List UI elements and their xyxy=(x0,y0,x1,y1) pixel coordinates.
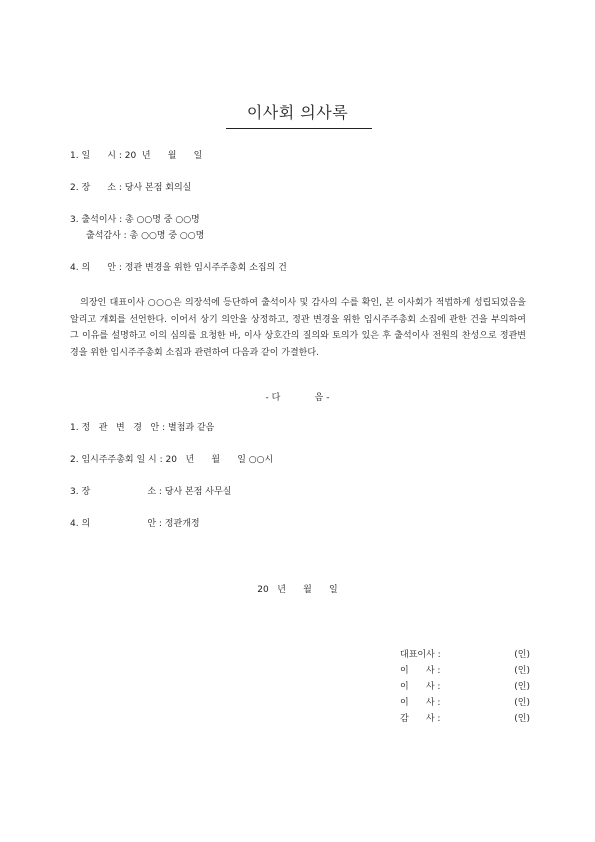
header-item-agenda: 4. 의 안 : 정관 변경을 위한 임시주주총회 소집의 건 xyxy=(70,263,287,273)
signatory-row xyxy=(400,663,530,675)
signatory-row xyxy=(400,679,530,691)
section-heading: - 다 음 - xyxy=(265,393,330,403)
signatory-title: 이 사 : xyxy=(400,666,441,676)
signing-date: 20 년 월 일 xyxy=(257,585,338,595)
seal-mark: (인) xyxy=(514,698,530,708)
header-item-attending-auditors: 출석감사 : 총 ○○명 중 ○○명 xyxy=(86,231,205,241)
document-title: 이사회 의사록 xyxy=(246,103,349,122)
seal-mark: (인) xyxy=(514,682,530,692)
resolution-item-agenda: 4. 의 안 : 정관개정 xyxy=(70,519,200,529)
signatory-title: 이 사 : xyxy=(400,698,441,708)
title-underline xyxy=(226,128,372,129)
signatory-row xyxy=(400,695,530,707)
signatory-row xyxy=(400,711,530,723)
seal-mark: (인) xyxy=(514,666,530,676)
signatory-title: 이 사 : xyxy=(400,682,441,692)
header-item-date: 1. 일 시 : 20 년 월 일 xyxy=(70,151,203,161)
resolution-item-amendment: 1. 정 관 변 경 안 : 별첨과 같음 xyxy=(70,423,215,433)
body-paragraph-text: 의장인 대표이사 ○○○은 의장석에 등단하여 출석이사 및 감사의 수를 확인, 본 이사회가 적법하게 성립되었음을 알리고 개회를 선언한다. 이어서 상기 의안을 상정하고, 정관 변경을 위한 임시주주총회 소집에 관한 건을 부의하여 그 이유를 설명하고 이의 심의를 요청한 바, 이사 상호간의 질의와 토의가 있은 후 출석이사 전원의 찬성으로 정관변경을 위한 임시주주총회 소집과 관련하여 다음과 같이 가결한다. xyxy=(70,298,526,358)
seal-mark: (인) xyxy=(514,714,530,724)
signatory-title: 대표이사 : xyxy=(400,650,441,660)
signatory-title: 감 사 : xyxy=(400,714,441,724)
signatory-row xyxy=(400,647,530,659)
header-item-attending-directors: 3. 출석이사 : 총 ○○명 중 ○○명 xyxy=(70,215,200,225)
body-paragraph xyxy=(70,295,526,361)
seal-mark: (인) xyxy=(514,650,530,660)
resolution-item-meeting-date: 2. 임시주주총회 일 시 : 20 년 월 일 ○○시 xyxy=(70,455,274,465)
resolution-item-place: 3. 장 소 : 당사 본점 사무실 xyxy=(70,487,232,497)
header-item-place: 2. 장 소 : 당사 본점 회의실 xyxy=(70,183,192,193)
